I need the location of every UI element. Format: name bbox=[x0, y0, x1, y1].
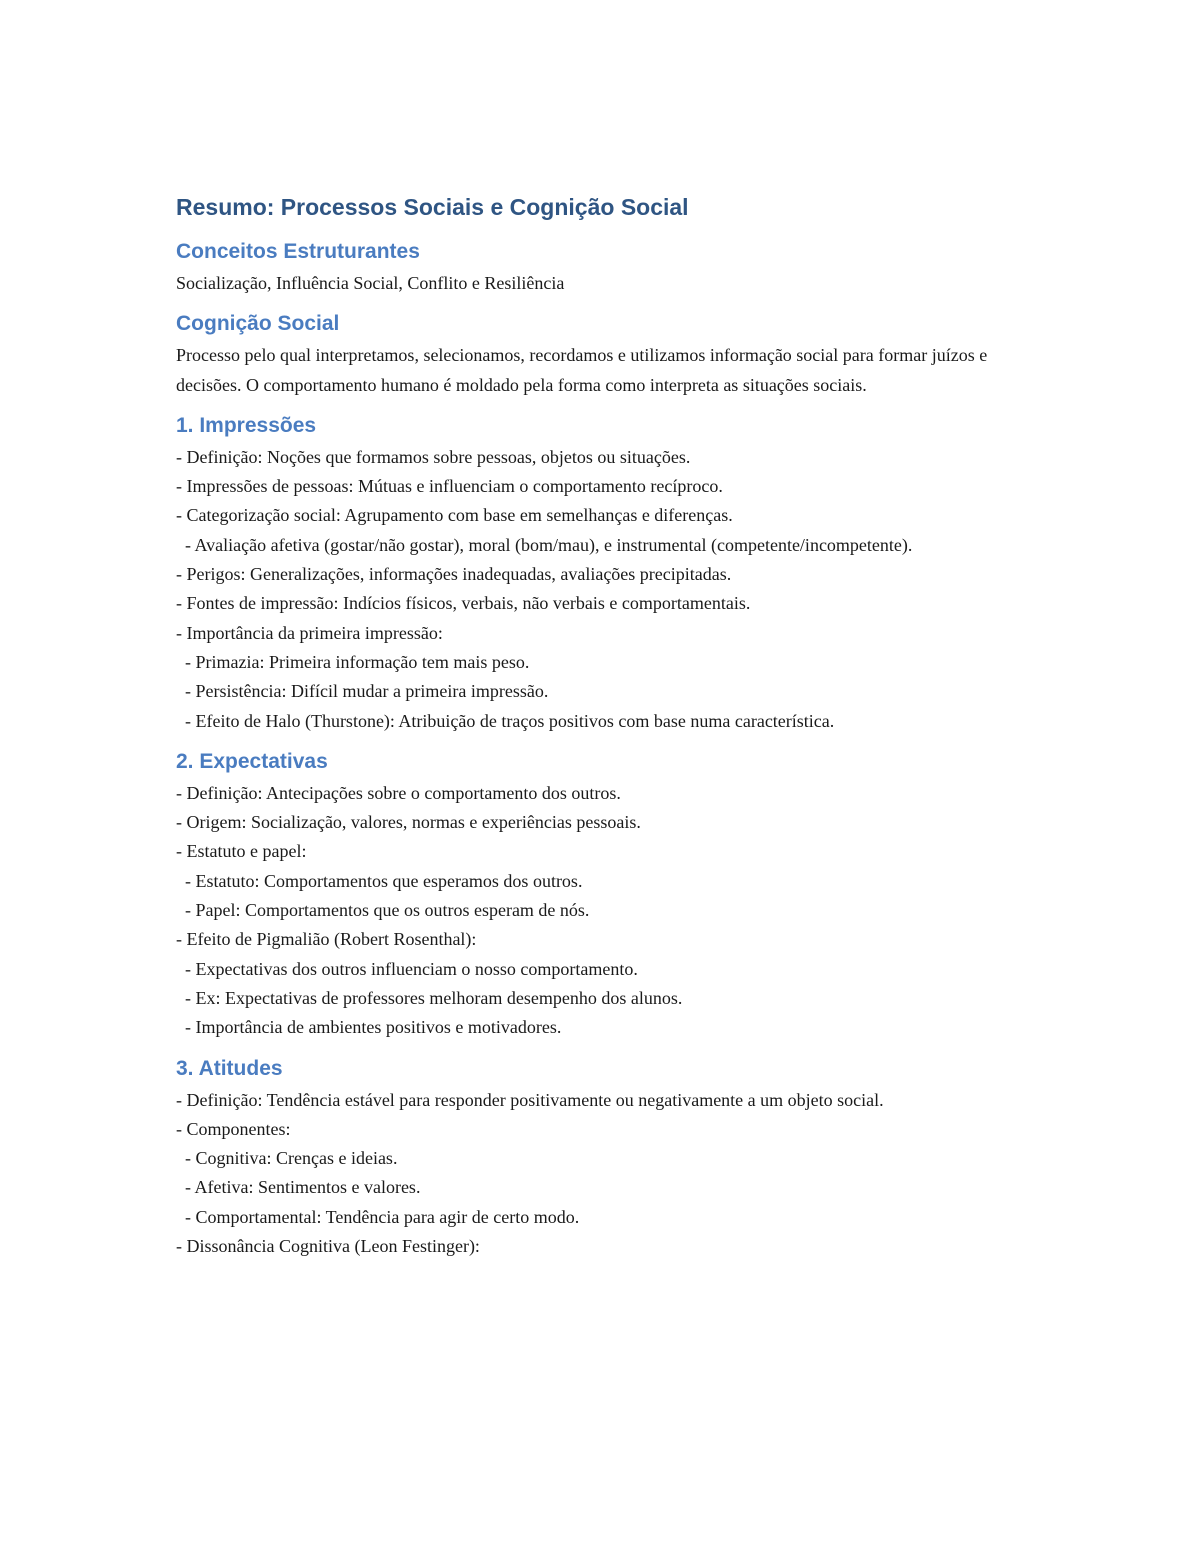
list-item: - Origem: Socialização, valores, normas e experiências pessoais. bbox=[176, 812, 641, 833]
section-impressoes bbox=[176, 409, 1056, 736]
list-item: - Efeito de Pigmalião (Robert Rosenthal): bbox=[176, 929, 477, 950]
heading-impressoes: 1. Impressões bbox=[176, 413, 317, 437]
list-item: - Afetiva: Sentimentos e valores. bbox=[176, 1177, 421, 1198]
heading-cognicao: Cognição Social bbox=[176, 312, 340, 336]
section-atitudes bbox=[176, 1052, 1056, 1262]
list-item: - Papel: Comportamentos que os outros esperam de nós. bbox=[176, 900, 590, 921]
list-item: - Categorização social: Agrupamento com base em semelhanças e diferenças. bbox=[176, 505, 733, 526]
heading-expectativas: 2. Expectativas bbox=[176, 749, 328, 773]
list-item: - Importância de ambientes positivos e motivadores. bbox=[176, 1017, 562, 1038]
list-item: - Ex: Expectativas de professores melhoram desempenho dos alunos. bbox=[176, 987, 683, 1008]
list-item: - Cognitiva: Crenças e ideias. bbox=[176, 1148, 398, 1169]
list-item: - Importância da primeira impressão: bbox=[176, 622, 443, 643]
conceitos-text: Socialização, Influência Social, Conflito e Resiliência bbox=[176, 273, 565, 293]
heading-conceitos: Conceitos Estruturantes bbox=[176, 240, 420, 263]
list-item: - Avaliação afetiva (gostar/não gostar), moral (bom/mau), e instrumental (competente/incompetente). bbox=[176, 534, 913, 555]
document-title: Resumo: Processos Sociais e Cognição Social bbox=[176, 194, 689, 220]
list-item: - Fontes de impressão: Indícios físicos, verbais, não verbais e comportamentais. bbox=[176, 593, 751, 614]
list-item: - Estatuto: Comportamentos que esperamos dos outros. bbox=[176, 870, 583, 891]
section-conceitos bbox=[176, 235, 1056, 298]
section-expectativas bbox=[176, 745, 1056, 1043]
list-item: - Impressões de pessoas: Mútuas e influenciam o comportamento recíproco. bbox=[176, 476, 723, 497]
list-item: - Definição: Noções que formamos sobre pessoas, objetos ou situações. bbox=[176, 446, 691, 467]
document-page bbox=[176, 188, 1056, 1261]
list-item: - Estatuto e papel: bbox=[176, 841, 307, 862]
list-item: - Persistência: Difícil mudar a primeira impressão. bbox=[176, 681, 549, 702]
cognicao-text: Processo pelo qual interpretamos, selecionamos, recordamos e utilizamos informação social para formar juízos e decisões. O comportamento humano é moldado pela forma como interpreta as situações sociais. bbox=[176, 345, 992, 395]
list-item: - Definição: Antecipações sobre o comportamento dos outros. bbox=[176, 782, 621, 803]
list-item: - Comportamental: Tendência para agir de certo modo. bbox=[176, 1206, 580, 1227]
list-item: - Componentes: bbox=[176, 1118, 291, 1139]
section-cognicao bbox=[176, 307, 1056, 400]
heading-atitudes: 3. Atitudes bbox=[176, 1056, 283, 1080]
list-item: - Dissonância Cognitiva (Leon Festinger): bbox=[176, 1236, 480, 1257]
list-item: - Efeito de Halo (Thurstone): Atribuição de traços positivos com base numa característica. bbox=[176, 710, 835, 731]
list-item: - Perigos: Generalizações, informações inadequadas, avaliações precipitadas. bbox=[176, 564, 732, 585]
list-item: - Expectativas dos outros influenciam o nosso comportamento. bbox=[176, 958, 638, 979]
list-item: - Definição: Tendência estável para responder positivamente ou negativamente a um objeto social. bbox=[176, 1089, 884, 1110]
list-item: - Primazia: Primeira informação tem mais peso. bbox=[176, 651, 530, 672]
